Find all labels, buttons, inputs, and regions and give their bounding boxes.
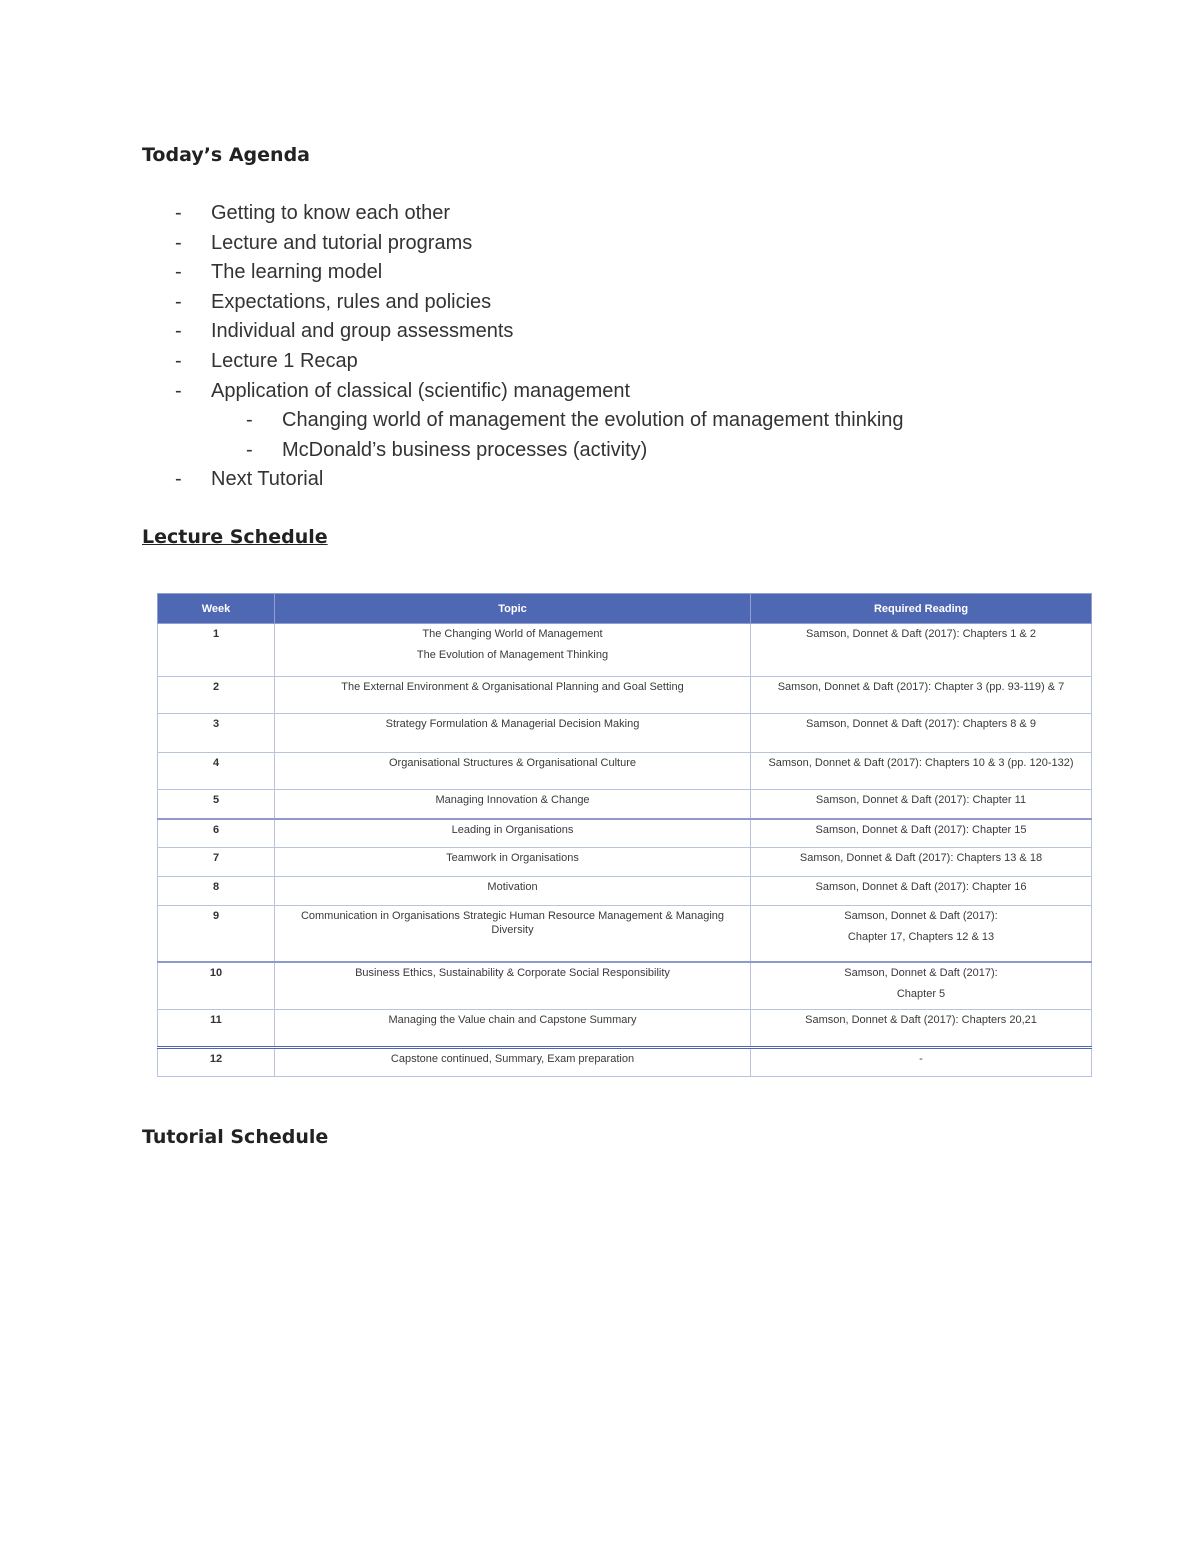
table-header-row (158, 594, 1092, 624)
week-cell: 8 (158, 877, 275, 906)
topic-text: Strategy Formulation & Managerial Decision Making (385, 718, 640, 730)
reading-cell (751, 624, 1092, 677)
reading-text: Samson, Donnet & Daft (2017): Chapter 3 (pp. 93-119) & 7 (777, 681, 1065, 693)
reading-text: Samson, Donnet & Daft (2017): Chapters 20,21 (805, 1014, 1037, 1026)
topic-cell (275, 624, 751, 677)
table-body (158, 624, 1092, 1077)
topic-text: Managing the Value chain and Capstone Summary (388, 1014, 637, 1026)
topic-cell (275, 677, 751, 714)
reading-cell (751, 677, 1092, 714)
reading-text: Samson, Donnet & Daft (2017): Chapters 13 & 18 (799, 852, 1043, 864)
column-header-week: Week (158, 594, 275, 624)
topic-cell (275, 790, 751, 819)
table-row (158, 624, 1092, 677)
agenda-item-text: Individual and group assessments (211, 320, 514, 343)
reading-text: Samson, Donnet & Daft (2017): Chapters 1 & 2 (806, 628, 1036, 640)
topic-cell (275, 848, 751, 877)
lecture-schedule-heading: Lecture Schedule (142, 526, 328, 548)
reading-cell (751, 753, 1092, 790)
week-cell: 1 (158, 624, 275, 677)
topic-cell (275, 906, 751, 962)
week-cell: 4 (158, 753, 275, 790)
agenda-item-text: Lecture and tutorial programs (211, 231, 473, 254)
reading-text: Samson, Donnet & Daft (2017): (844, 910, 998, 922)
week-cell: 12 (158, 1048, 275, 1077)
table-row (158, 677, 1092, 714)
topic-text: Leading in Organisations (451, 823, 574, 836)
bullet-dash: - (246, 438, 253, 461)
table-row (158, 906, 1092, 962)
topic-text: Capstone continued, Summary, Exam preparation (390, 1053, 635, 1065)
tutorial-schedule-heading: Tutorial Schedule (142, 1126, 329, 1148)
bullet-dash: - (175, 379, 182, 402)
table-row (158, 848, 1092, 877)
week-cell: 5 (158, 790, 275, 819)
week-cell: 7 (158, 848, 275, 877)
reading-cell (751, 1048, 1092, 1077)
week-cell: 9 (158, 906, 275, 962)
reading-text: Samson, Donnet & Daft (2017): Chapter 11 (815, 794, 1027, 806)
week-cell: 3 (158, 714, 275, 753)
reading-cell (751, 790, 1092, 819)
topic-cell (275, 819, 751, 848)
bullet-dash: - (175, 320, 182, 343)
bullet-dash: - (175, 231, 182, 254)
reading-text: Samson, Donnet & Daft (2017): (844, 966, 998, 979)
bullet-dash: - (175, 290, 182, 313)
week-cell: 2 (158, 677, 275, 714)
reading-text: Samson, Donnet & Daft (2017): Chapter 15 (815, 823, 1027, 836)
lecture-schedule-table (157, 593, 1092, 1077)
agenda-item-text: Expectations, rules and policies (211, 290, 492, 313)
agenda-item-text: Next Tutorial (211, 468, 324, 491)
agenda-item-text: McDonald’s business processes (activity) (282, 438, 648, 461)
agenda-item-text: Lecture 1 Recap (211, 349, 358, 372)
reading-cell (751, 962, 1092, 1010)
topic-text: Business Ethics, Sustainability & Corporate Social Responsibility (355, 966, 670, 979)
topic-cell (275, 1048, 751, 1077)
agenda-item-text: Changing world of management the evolution of management thinking (282, 409, 904, 432)
reading-cell (751, 819, 1092, 848)
table-row (158, 1010, 1092, 1048)
week-cell: 10 (158, 962, 275, 1010)
table-row (158, 1048, 1092, 1077)
topic-cell (275, 753, 751, 790)
column-header-topic: Topic (275, 594, 751, 624)
topic-cell (275, 877, 751, 906)
week-cell: 6 (158, 819, 275, 848)
reading-cell (751, 877, 1092, 906)
bullet-dash: - (246, 409, 253, 432)
bullet-dash: - (175, 349, 182, 372)
topic-text: Managing Innovation & Change (435, 794, 590, 806)
agenda-item-text: Application of classical (scientific) management (211, 379, 631, 402)
week-cell: 11 (158, 1010, 275, 1048)
reading-text: Samson, Donnet & Daft (2017): Chapter 16 (815, 881, 1027, 893)
topic-text: The External Environment & Organisational Planning and Goal Setting (341, 681, 684, 693)
table-row (158, 714, 1092, 753)
topic-subtext: The Evolution of Management Thinking (416, 649, 609, 661)
agenda-item-text: Getting to know each other (211, 202, 451, 224)
table-row (158, 962, 1092, 1010)
reading-subtext: Chapter 5 (896, 987, 946, 1000)
table-row (158, 877, 1092, 906)
topic-text: Teamwork in Organisations (446, 852, 579, 864)
agenda-heading: Today’s Agenda (142, 144, 310, 166)
topic-cell (275, 962, 751, 1010)
topic-text: Organisational Structures & Organisational Culture (388, 757, 636, 769)
reading-text: Samson, Donnet & Daft (2017): Chapters 8 & 9 (806, 718, 1036, 730)
topic-cell (275, 714, 751, 753)
bullet-dash: - (175, 202, 182, 224)
reading-cell (751, 1010, 1092, 1048)
agenda-item-text: The learning model (211, 261, 383, 284)
reading-cell (751, 848, 1092, 877)
reading-cell (751, 906, 1092, 962)
reading-cell (751, 714, 1092, 753)
table-row (158, 819, 1092, 848)
reading-text: - (919, 1053, 923, 1065)
reading-text: Samson, Donnet & Daft (2017): Chapters 10 & 3 (pp. 120-132) (768, 757, 1074, 769)
topic-text: The Changing World of Management (422, 628, 603, 640)
topic-text: Communication in Organisations Strategic Human Resource Management & Managing Diversity (300, 910, 725, 936)
column-header-reading: Required Reading (751, 594, 1092, 624)
bullet-dash: - (175, 468, 182, 491)
table-row (158, 753, 1092, 790)
topic-cell (275, 1010, 751, 1048)
topic-text: Motivation (487, 881, 538, 893)
bullet-dash: - (175, 261, 182, 284)
table-row (158, 790, 1092, 819)
reading-subtext: Chapter 17, Chapters 12 & 13 (847, 931, 995, 943)
